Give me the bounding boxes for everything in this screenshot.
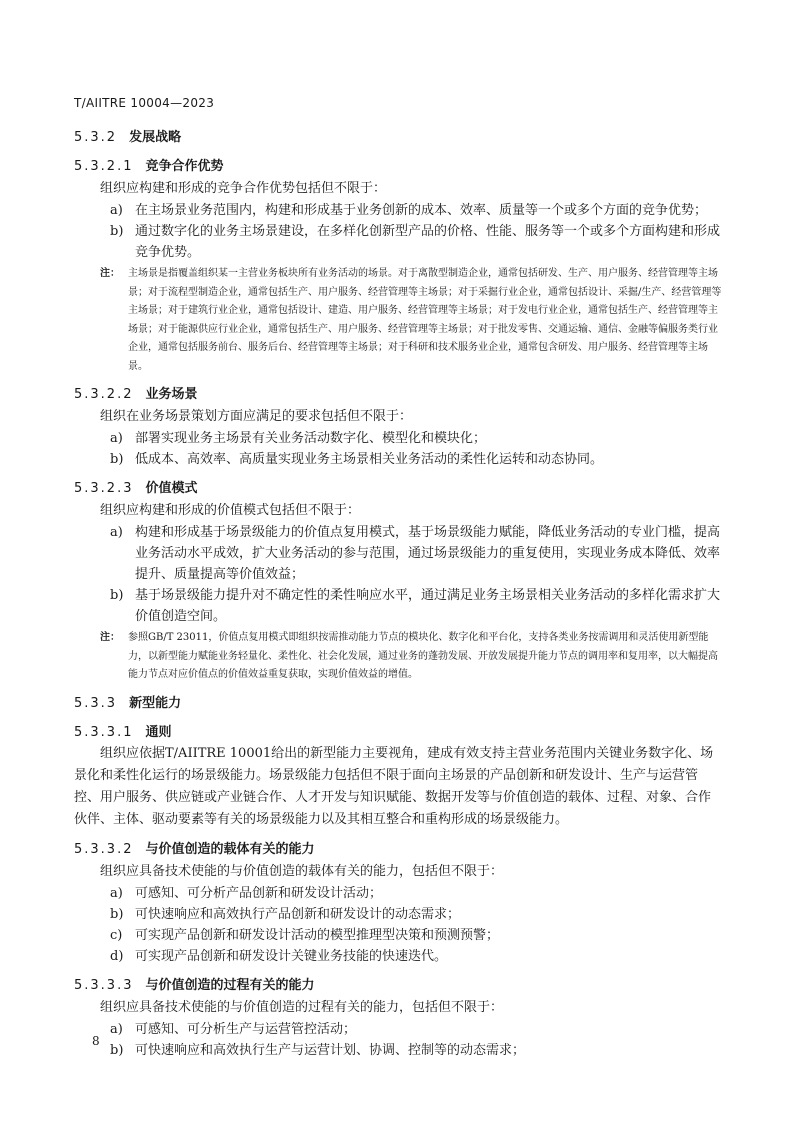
section-intro: 组织应具备技术使能的与价值创造的过程有关的能力，包括但不限于： — [100, 999, 504, 1015]
note-text: 参照GB/T 23011，价值点复用模式即组织按需推动能力节点的模块化、数字化和平台化，支持各类业务按需调用和灵活使用新型能力，以新型能力赋能业务轻量化、柔性化、社会化发展，通过业务的蓬勃发展、开放发展提升能力节点的调用率和复用率，以大幅提高能力节点对应价值点的价值效益重复获取，实现价值效益的增值。 — [128, 632, 718, 680]
list-marker: c) — [110, 927, 123, 943]
list-marker: a) — [110, 203, 123, 218]
list-item — [74, 1019, 722, 1040]
section-title: 竞争合作优势 — [145, 159, 224, 174]
list-item-text: 基于场景级能力提升对不确定性的柔性响应水平，通过满足业务主场景相关业务活动的多样化需求扩大价值创造空间。 — [135, 588, 721, 624]
list-item — [74, 946, 722, 967]
section-title: 新型能力 — [129, 695, 182, 711]
list-item — [74, 221, 722, 263]
page-number: 8 — [92, 1034, 100, 1048]
list-marker: b) — [110, 906, 124, 922]
list-item — [74, 925, 722, 946]
section-intro: 组织应构建和形成的竞争合作优势包括但不限于： — [100, 181, 387, 196]
section-number: 5.3.2.2 — [74, 387, 134, 402]
section-title: 发展战略 — [129, 130, 182, 145]
section-heading-5-3-2 — [74, 128, 722, 148]
list-marker: b) — [110, 452, 124, 467]
page-content — [74, 128, 722, 1061]
list-item-text: 可实现产品创新和研发设计活动的模型推理型决策和预测预警； — [135, 927, 500, 943]
list-item-text: 在主场景业务范围内，构建和形成基于业务创新的成本、效率、质量等一个或多个方面的竞争优势； — [135, 203, 708, 218]
list-item-text: 通过数字化的业务主场景建设，在多样化创新型产品的价格、性能、服务等一个或多个方面构建和形成竞争优势。 — [135, 224, 721, 260]
list-marker: d) — [110, 948, 124, 964]
section-intro: 组织应构建和形成的价值模式包括但不限于： — [100, 503, 361, 518]
section-number: 5.3.2.1 — [74, 159, 134, 174]
section-intro: 组织应具备技术使能的与价值创造的载体有关的能力，包括但不限于： — [100, 863, 504, 879]
list-item — [74, 904, 722, 925]
section-number: 5.3.3.2 — [74, 841, 134, 857]
section-heading-5-3-2-3 — [74, 479, 722, 499]
section-heading-5-3-3 — [74, 694, 722, 714]
section-number: 5.3.2.3 — [74, 481, 134, 496]
section-number: 5.3.3 — [74, 695, 118, 711]
note — [74, 265, 722, 376]
section-heading-5-3-3-3 — [74, 976, 722, 996]
section-number: 5.3.2 — [74, 130, 118, 145]
section-intro: 组织在业务场景策划方面应满足的要求包括但不限于： — [100, 409, 413, 424]
list-item-text: 可感知、可分析生产与运营管控活动； — [135, 1021, 357, 1037]
document-code: T/AIITRE 10004—2023 — [74, 96, 215, 110]
section-title: 价值模式 — [145, 481, 198, 496]
section-title: 与价值创造的载体有关的能力 — [145, 841, 315, 857]
list-item-text: 部署实现业务主场景有关业务活动数字化、模型化和模块化； — [135, 431, 487, 446]
list-item-text: 低成本、高效率、高质量实现业务主场景相关业务活动的柔性化运转和动态协同。 — [135, 452, 604, 467]
section-title: 业务场景 — [145, 387, 198, 402]
list-item-text: 可实现产品创新和研发设计关键业务技能的快速迭代。 — [135, 948, 448, 964]
list-marker: a) — [110, 525, 123, 540]
list-marker: a) — [110, 1021, 123, 1037]
list-item-text: 构建和形成基于场景级能力的价值点复用模式，基于场景级能力赋能，降低业务活动的专业门槛，提高业务活动水平成效，扩大业务活动的参与范围，通过场景级能力的重复使用，实现业务成本降低、效率提升、质量提高等价值效益； — [135, 525, 721, 582]
list-item — [74, 883, 722, 904]
list-item — [74, 200, 722, 221]
list-marker: b) — [110, 224, 124, 239]
section-heading-5-3-2-2 — [74, 385, 722, 405]
section-number: 5.3.3.3 — [74, 977, 134, 993]
section-heading-5-3-3-1 — [74, 723, 722, 743]
section-heading-5-3-3-2 — [74, 840, 722, 860]
list-marker: b) — [110, 588, 124, 603]
list-item — [74, 1040, 722, 1061]
list-item-text: 可快速响应和高效执行产品创新和研发设计的动态需求； — [135, 906, 461, 922]
list-marker: a) — [110, 885, 123, 901]
list-marker: b) — [110, 1042, 124, 1058]
list-item-text: 可感知、可分析产品创新和研发设计活动； — [135, 885, 383, 901]
section-paragraph: 组织应依据T/AIITRE 10001给出的新型能力主要视角，建成有效支持主营业务范围内关键业务数字化、场景化和柔性化运行的场景级能力。场景级能力包括但不限于面向主场景的产品创新和研发设计、生产与运营管控、用户服务、供应链或产业链合作、人才开发与知识赋能、数据开发等与价值创造的载体、过程、对象、合作伙伴、主体、驱动要素等有关的场景级能力以及其相互整合和重构形成的场景级能力。 — [74, 745, 714, 827]
note-label: 注： — [100, 268, 120, 279]
list-marker: a) — [110, 431, 123, 446]
list-item — [74, 428, 722, 449]
section-number: 5.3.3.1 — [74, 724, 134, 740]
list-item — [74, 522, 722, 585]
list-item — [74, 449, 722, 470]
section-title: 通则 — [145, 724, 172, 740]
note-label: 注： — [100, 632, 120, 643]
section-title: 与价值创造的过程有关的能力 — [145, 977, 315, 993]
list-item — [74, 585, 722, 627]
note-text: 主场景是指覆盖组织某一主营业务板块所有业务活动的场景。对于离散型制造企业，通常包括研发、生产、用户服务、经营管理等主场景；对于流程型制造企业，通常包括生产、用户服务、经营管理等主场景；对于采掘行业企业，通常包括设计、采掘/生产、经营管理等主场景；对于建筑行业企业，通常包括设计、建造、用户服务、经营管理等主场景；对于发电行业企业，通常包括生产、经营管理等主场景；对于能源供应行业企业，通常包括生产、用户服务、经营管理等主场景；对于批发零售、交通运输、通信、金融等偏服务类行业企业，通常包括服务前台、服务后台、经营管理等主场景；对于科研和技术服务业企业，通常包含研发、用户服务、经营管理等主场景。 — [128, 268, 722, 372]
note — [74, 629, 722, 685]
section-heading-5-3-2-1 — [74, 157, 722, 177]
list-item-text: 可快速响应和高效执行生产与运营计划、协调、控制等的动态需求； — [135, 1042, 526, 1058]
